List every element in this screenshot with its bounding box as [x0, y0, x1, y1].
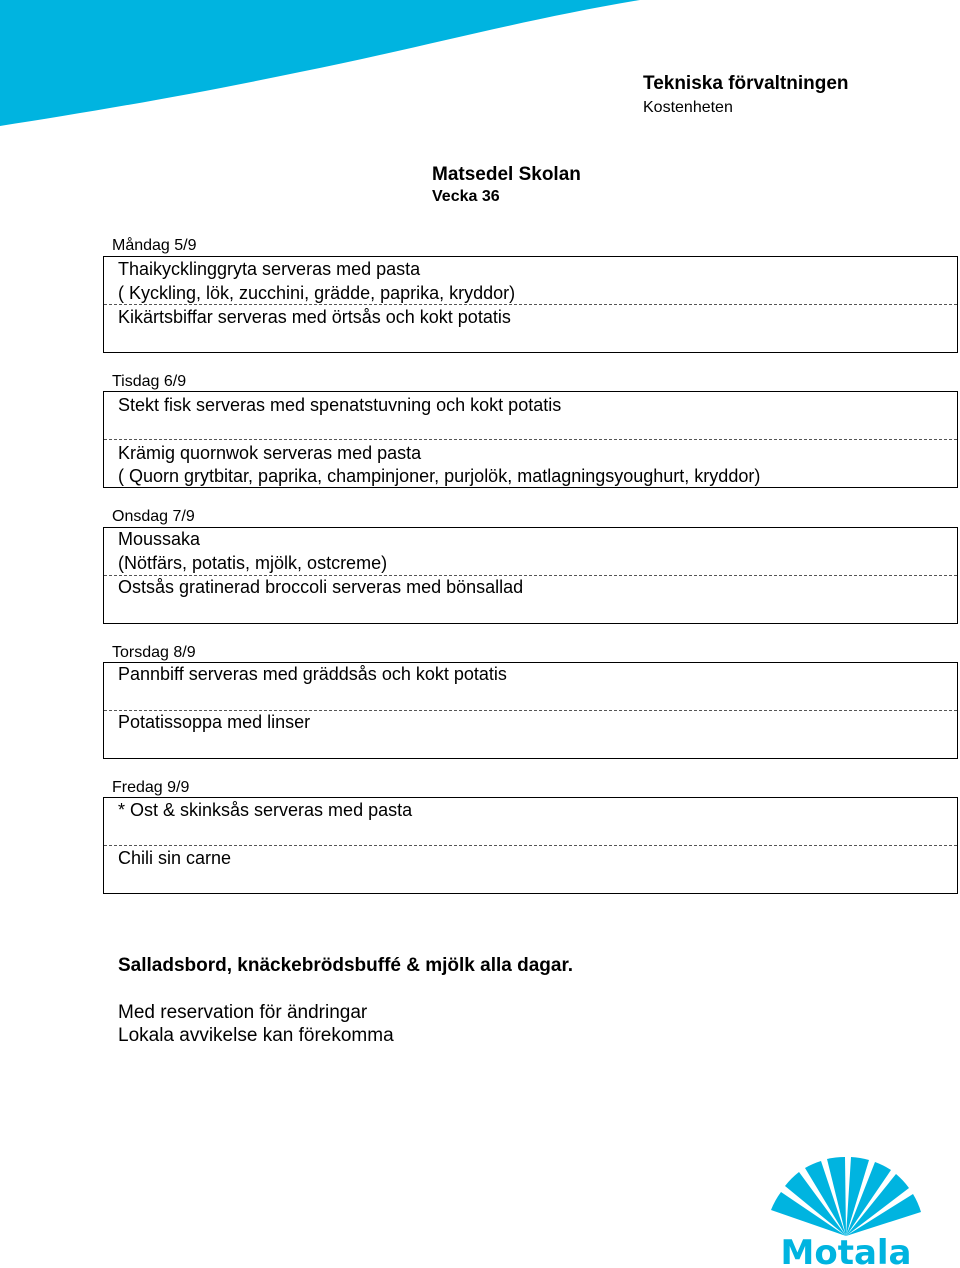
- menu-item: Pannbiff serveras med gräddsås och kokt potatis: [118, 664, 507, 684]
- motala-logo: [763, 1152, 929, 1268]
- sun-rays-icon: [771, 1157, 921, 1236]
- menu-item: Potatissoppa med linser: [118, 712, 311, 732]
- day-label-thursday: Torsdag 8/9: [112, 644, 196, 661]
- menu-item: Stekt fisk serveras med spenatstuvning och kokt potatis: [118, 395, 562, 415]
- menu-item: Chili sin carne: [118, 848, 232, 868]
- deviation-note: Lokala avvikelse kan förekomma: [118, 1025, 394, 1046]
- menu-item: * Ost & skinksås serveras med pasta: [118, 800, 413, 820]
- menu-item: Thaikycklinggryta serveras med pasta: [118, 259, 421, 279]
- day-label-monday: Måndag 5/9: [112, 237, 197, 254]
- header-swoosh-decoration: [0, 0, 660, 130]
- day-label-friday: Fredag 9/9: [112, 779, 190, 796]
- menu-item-ingredients: ( Kyckling, lök, zucchini, grädde, paprika, kryddor): [118, 283, 516, 303]
- menu-divider: [104, 439, 957, 440]
- menu-divider: [104, 845, 957, 846]
- menu-item-ingredients: (Nötfärs, potatis, mjölk, ostcreme): [118, 553, 388, 573]
- logo-text: Motala: [780, 1233, 912, 1268]
- day-label-tuesday: Tisdag 6/9: [112, 373, 187, 390]
- menu-item: Ostsås gratinerad broccoli serveras med bönsallad: [118, 577, 524, 597]
- menu-item: Kikärtsbiffar serveras med örtsås och kokt potatis: [118, 307, 511, 327]
- menu-item: Moussaka: [118, 529, 201, 549]
- reservation-note: Med reservation för ändringar: [118, 1002, 368, 1023]
- menu-item: Krämig quornwok serveras med pasta: [118, 443, 422, 463]
- salad-note: Salladsbord, knäckebrödsbuffé & mjölk alla dagar.: [118, 955, 574, 976]
- day-label-wednesday: Onsdag 7/9: [112, 508, 195, 525]
- org-name: Tekniska förvaltningen: [643, 73, 849, 94]
- department-name: Kostenheten: [643, 99, 733, 116]
- menu-item-ingredients: ( Quorn grytbitar, paprika, champinjoner, purjolök, matlagningsyoughurt, kryddor): [118, 466, 761, 486]
- page-title: Matsedel Skolan: [432, 164, 581, 185]
- week-label: Vecka 36: [432, 188, 500, 205]
